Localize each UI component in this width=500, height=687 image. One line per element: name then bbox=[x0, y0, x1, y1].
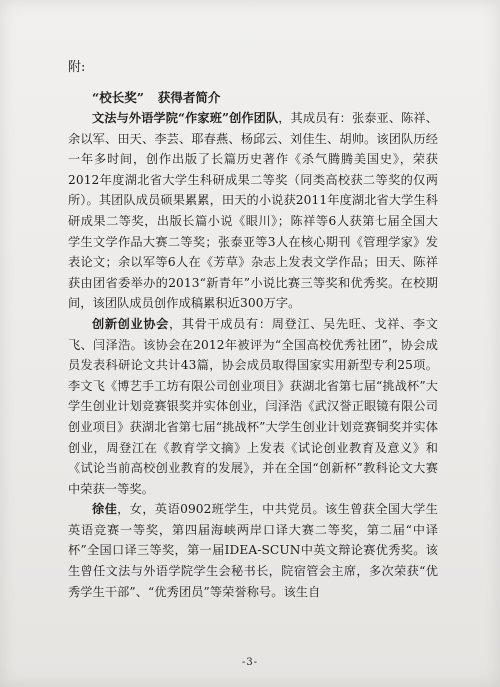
paragraph-writers-team bbox=[68, 108, 438, 314]
paragraph-xu-jia bbox=[68, 499, 438, 602]
document-body bbox=[68, 30, 438, 602]
section-heading bbox=[68, 88, 438, 108]
paragraph-innovation-association bbox=[68, 314, 438, 499]
paragraph-text: ，其骨干成员有：周登江、吴先旺、戈祥、李文飞、闫泽浩。该协会在2012年被评为“全国高校优秀社团”，协会成员发表科研论文共计43篇，协会成员取得国家实用新型专利25项。李文飞《博艺手工坊有限公司创业项目》获湖北省第七届“挑战杯”大学生创业计划竞赛银奖并实体创业，闫泽浩《武汉誉正眼镜有限公司创业项目》获湖北省第七届“挑战杯”大学生创业计划竞赛铜奖并实体创业，周登江在《教育学文摘》上发表《试论创业教育及意义》和《试论当前高校创业教育的发展》，并在全国“创新杯”教科论文大赛中荣获一等奖。 bbox=[68, 316, 438, 496]
paragraph-lead: 文法与外语学院“作家班”创作团队 bbox=[92, 111, 279, 125]
section-heading-title: “校长奖” bbox=[92, 90, 144, 105]
page-number: -3- bbox=[241, 657, 259, 668]
paragraph-lead: 徐佳 bbox=[92, 502, 118, 517]
section-heading-subtitle: 获得者简介 bbox=[157, 90, 221, 105]
paragraph-text: ，女，英语0902班学生，中共党员。该生曾获全国大学生英语竞赛一等奖，第四届海峡两岸口译大赛二等奖，第二届“中译杯”全国口译三等奖，第一届IDEA-SCUN中英文辩论赛优秀奖。该生曾任文法与外语学院学生会秘书长，院宿管会主席，多次荣获“优秀学生干部”、“优秀团员”等荣誉称号。该生自 bbox=[68, 502, 438, 599]
paragraph-lead: 创新创业协会 bbox=[92, 316, 170, 331]
appendix-label: 附: bbox=[68, 60, 86, 75]
paragraph-text: ，其成员有：张泰亚、陈祥、余以军、田天、李芸、耶春燕、杨邱云、刘佳生、胡帅。该团队历经一年多时间，创作出版了长篇历史著作《杀气腾腾美国史》，荣获2012年度湖北省大学生科研成果二等奖（同类高校获二等奖的仅两所）。其团队成员硕果累累，田天的小说获2011年度湖北省大学生科研成果二等奖，出版长篇小说《眼川》；陈祥等6人获第七届全国大学生文学作品大赛二等奖；张泰亚等3人在核心期刊《管理学家》发表论文；余以军等6人在《芳草》杂志上发表文学作品；田天、陈祥获由团省委举办的2013“新青年”小说比赛三等奖和优秀奖。在校期间，该团队成员创作成稿累积近300万字。 bbox=[68, 111, 438, 311]
